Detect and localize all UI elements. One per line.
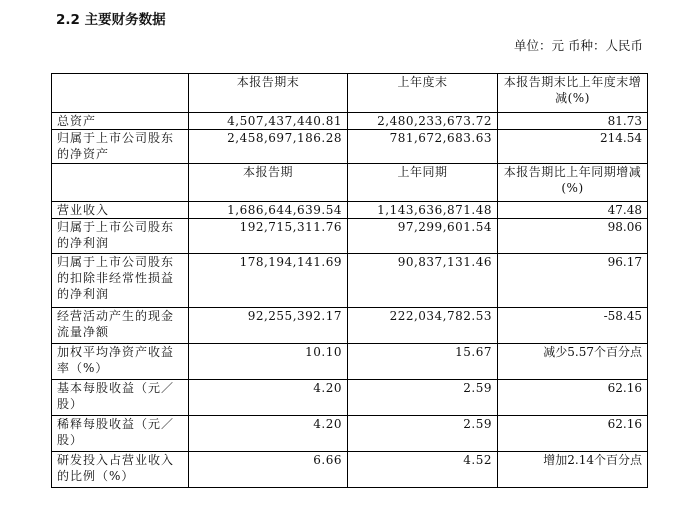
row-label: 加权平均净资产收益率（%） [52,344,189,380]
row-value-current: 4.20 [189,416,348,452]
row-value-current: 1,686,644,639.54 [189,202,348,219]
row-value-current: 178,194,141.69 [189,254,348,308]
row-value-prior: 2,480,233,673.72 [348,113,498,130]
section-heading: 2.2 主要财务数据 [56,12,166,28]
row-value-prior: 90,837,131.46 [348,254,498,308]
header-current-period: 本报告期 [189,164,348,202]
row-value-change: 96.17 [498,254,648,308]
row-value-current: 10.10 [189,344,348,380]
row-label: 稀释每股收益（元／股） [52,416,189,452]
row-label: 基本每股收益（元／股） [52,380,189,416]
row-value-prior: 2.59 [348,416,498,452]
table-row [52,416,648,452]
row-label: 归属于上市公司股东的净资产 [52,130,189,164]
row-value-prior: 781,672,683.63 [348,130,498,164]
table-row [52,344,648,380]
row-value-change: 62.16 [498,416,648,452]
row-value-current: 192,715,311.76 [189,219,348,254]
row-value-change: 47.48 [498,202,648,219]
unit-currency-note: 单位：元 币种：人民币 [514,38,643,53]
header-change-pct: 本报告期比上年同期增减(%) [498,164,648,202]
header-blank-cell [52,164,189,202]
table-row [52,113,648,130]
row-value-current: 6.66 [189,452,348,488]
table-row [52,308,648,344]
table-row [52,452,648,488]
row-label: 归属于上市公司股东的净利润 [52,219,189,254]
row-value-change: 减少5.57个百分点 [498,344,648,380]
table-header-row [52,164,648,202]
row-value-current: 2,458,697,186.28 [189,130,348,164]
table-row [52,254,648,308]
row-value-change: -58.45 [498,308,648,344]
row-value-change: 62.16 [498,380,648,416]
row-value-prior: 1,143,636,871.48 [348,202,498,219]
row-label: 经营活动产生的现金流量净额 [52,308,189,344]
header-prior-year-end: 上年度末 [348,74,498,113]
financial-data-table [51,73,648,488]
row-value-prior: 4.52 [348,452,498,488]
row-value-current: 4.20 [189,380,348,416]
header-period-end: 本报告期末 [189,74,348,113]
table-header-row [52,74,648,113]
row-value-change: 98.06 [498,219,648,254]
table-row [52,202,648,219]
row-value-prior: 2.59 [348,380,498,416]
header-change-pct: 本报告期末比上年度末增减(%) [498,74,648,113]
header-prior-period: 上年同期 [348,164,498,202]
row-value-current: 92,255,392.17 [189,308,348,344]
row-value-current: 4,507,437,440.81 [189,113,348,130]
table-row [52,380,648,416]
row-value-prior: 15.67 [348,344,498,380]
table-row [52,130,648,164]
row-value-change: 214.54 [498,130,648,164]
row-value-change: 81.73 [498,113,648,130]
row-label: 归属于上市公司股东的扣除非经常性损益的净利润 [52,254,189,308]
row-label: 研发投入占营业收入的比例（%） [52,452,189,488]
table-row [52,219,648,254]
row-label: 总资产 [52,113,189,130]
row-label: 营业收入 [52,202,189,219]
row-value-prior: 97,299,601.54 [348,219,498,254]
row-value-prior: 222,034,782.53 [348,308,498,344]
header-blank-cell [52,74,189,113]
row-value-change: 增加2.14个百分点 [498,452,648,488]
